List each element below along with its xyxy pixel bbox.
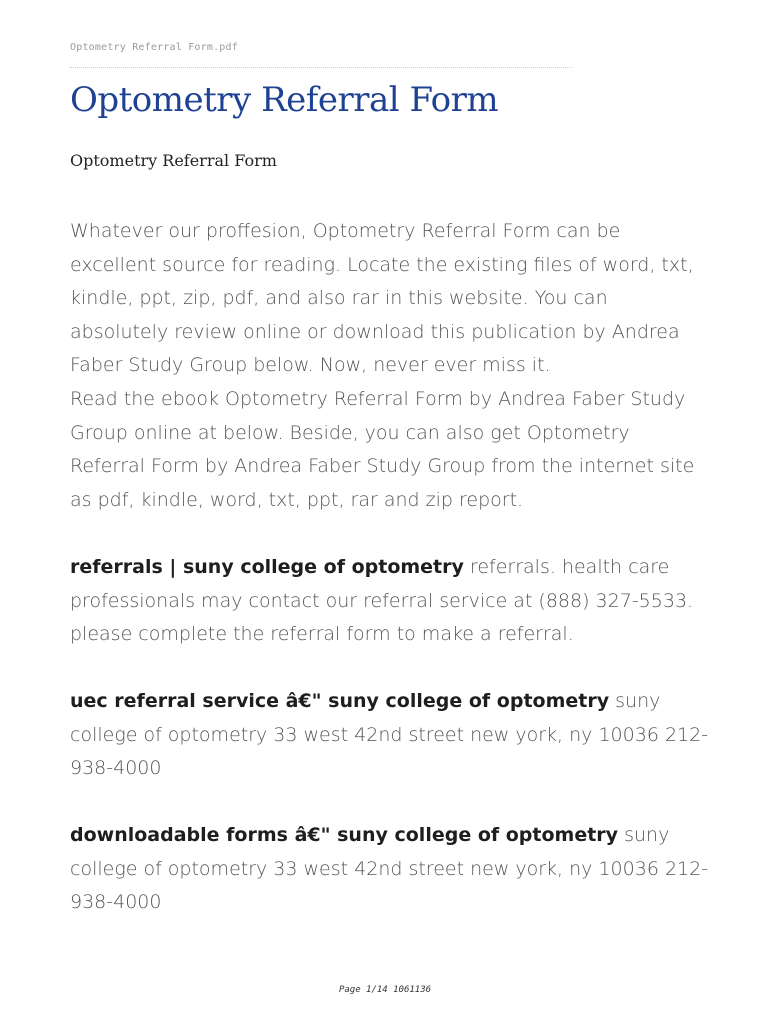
page-title: Optometry Referral Form bbox=[70, 80, 499, 120]
section-heading: referrals | suny college of optometry bbox=[70, 556, 464, 578]
section-text: suny college of optometry 33 west 42nd street new york, ny 10036 212-938-4000 bbox=[70, 824, 709, 914]
section-heading: downloadable forms â€" suny college of optometry bbox=[70, 824, 619, 846]
intro-text bbox=[70, 215, 710, 517]
document-filename: Optometry Referral Form.pdf bbox=[70, 42, 238, 53]
section-downloadable-forms bbox=[70, 819, 710, 920]
section-uec-referral-service bbox=[70, 685, 710, 786]
header-divider bbox=[70, 67, 572, 68]
section-text: suny college of optometry 33 west 42nd street new york, ny 10036 212-938-4000 bbox=[70, 690, 709, 780]
intro-paragraph-2: Read the ebook Optometry Referral Form by Andrea Faber Study Group online at below. Beside, you can also get Optometry Referral Form by Andrea Faber Study Group from the internet site as pdf, kindle, word, txt, ppt, rar and zip report. bbox=[70, 387, 695, 511]
page-subtitle: Optometry Referral Form bbox=[70, 151, 277, 170]
section-text: referrals. health care professionals may contact our referral service at (888) 327-5533. please complete the referral form to make a referral. bbox=[70, 556, 694, 646]
intro-paragraph-1: Whatever our proffesion, Optometry Referral Form can be excellent source for reading. Locate the existing files of word, txt, kindle, ppt, zip, pdf, and also rar in this website. You can absolutely review online or download this publication by Andrea Faber Study Group below. Now, never ever miss it. bbox=[70, 220, 694, 377]
section-heading: uec referral service â€" suny college of optometry bbox=[70, 690, 610, 712]
section-referrals bbox=[70, 551, 710, 652]
page-footer: Page 1/14 1061136 bbox=[338, 985, 432, 995]
